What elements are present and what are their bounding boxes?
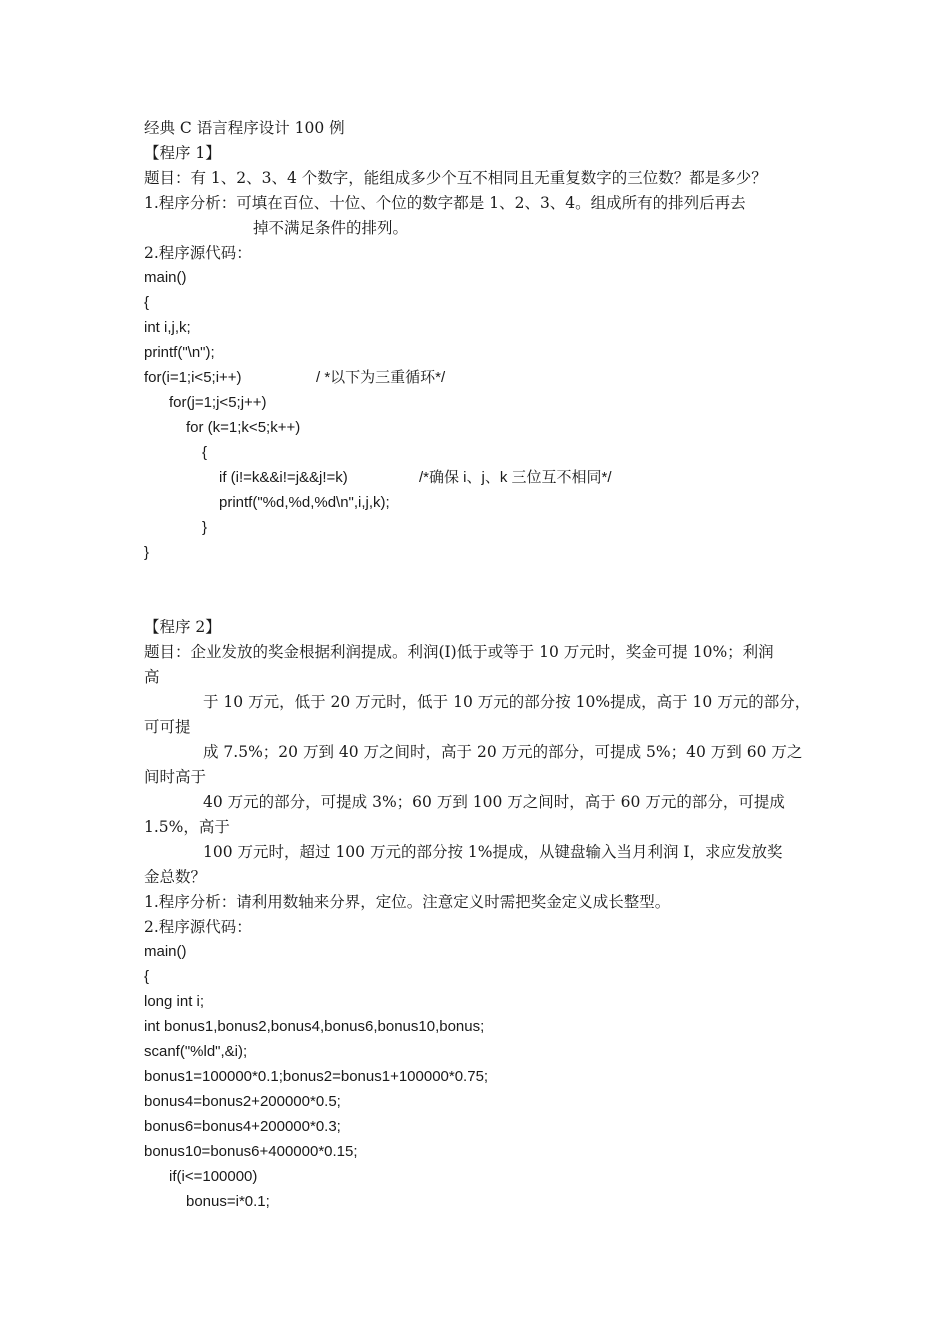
code-line: bonus10=bonus6+400000*0.15; [144,1143,358,1160]
code-line: for(j=1;j<5;j++) [169,394,267,411]
program2-question-line4: 40 万元的部分，可提成 3%；60 万到 100 万之间时，高于 60 万元的部分，可提成 [203,793,785,811]
program1-question: 题目：有 1、2、3、4 个数字，能组成多少个互不相同且无重复数字的三位数？都是多少？ [144,169,767,187]
code-comment: / *以下为三重循环*/ [316,369,446,386]
program1-source-label: 2.程序源代码： [144,244,252,262]
program2-question-line5-wrap: 金总数？ [144,868,207,886]
program1-heading: 【程序 1】 [144,144,221,162]
program2-question-line3-wrap: 间时高于 [144,768,207,786]
code-line: } [144,544,150,561]
code-line: bonus4=bonus2+200000*0.5; [144,1093,341,1110]
code-comment: /*确保 i、j、k 三位互不相同*/ [419,469,612,486]
code-line: scanf("%ld",&i); [144,1043,248,1060]
program2-question-line1-wrap: 高 [144,668,160,686]
program2-question-line4-wrap: 1.5%，高于 [144,818,230,836]
code-line: for(i=1;i<5;i++) [144,369,242,386]
code-line: } [202,519,208,536]
code-line: for (k=1;k<5;k++) [186,419,301,436]
code-line: bonus1=100000*0.1;bonus2=bonus1+100000*0.75; [144,1068,489,1085]
code-line: if (i!=k&&i!=j&&j!=k) [219,469,348,486]
code-line: printf("\n"); [144,344,215,361]
program1-analysis-line1: 1.程序分析：可填在百位、十位、个位的数字都是 1、2、3、4。组成所有的排列后再去 [144,194,746,212]
code-line: printf("%d,%d,%d\n",i,j,k); [219,494,390,511]
code-line: { [144,968,150,985]
program2-question-line2: 于 10 万元，低于 20 万元时，低于 10 万元的部分按 10%提成，高于 10 万元的部分， [203,693,811,711]
document-title: 经典 C 语言程序设计 100 例 [144,119,345,137]
program2-analysis: 1.程序分析：请利用数轴来分界，定位。注意定义时需把奖金定义成长整型。 [144,893,671,911]
program2-question-line3: 成 7.5%；20 万到 40 万之间时，高于 20 万元的部分，可提成 5%；40 万到 60 万之 [203,743,803,761]
code-line: if(i<=100000) [169,1168,258,1185]
code-line: main() [144,943,187,960]
program1-analysis-line2: 掉不满足条件的排列。 [253,219,409,237]
code-line: { [144,294,150,311]
code-line: bonus6=bonus4+200000*0.3; [144,1118,341,1135]
code-line: main() [144,269,187,286]
code-line: bonus=i*0.1; [186,1193,270,1210]
code-line: long int i; [144,993,205,1010]
code-line: { [202,444,208,461]
program2-question-line5: 100 万元时，超过 100 万元的部分按 1%提成，从键盘输入当月利润 I，求应发放奖 [203,843,783,861]
program2-heading: 【程序 2】 [144,618,221,636]
code-line: int i,j,k; [144,319,191,336]
code-line: int bonus1,bonus2,bonus4,bonus6,bonus10,bonus; [144,1018,485,1035]
program2-source-label: 2.程序源代码： [144,918,252,936]
program2-question-line1: 题目：企业发放的奖金根据利润提成。利润(I)低于或等于 10 万元时，奖金可提 10%；利润 [144,643,774,661]
program2-question-line2-wrap: 可可提 [144,718,191,736]
